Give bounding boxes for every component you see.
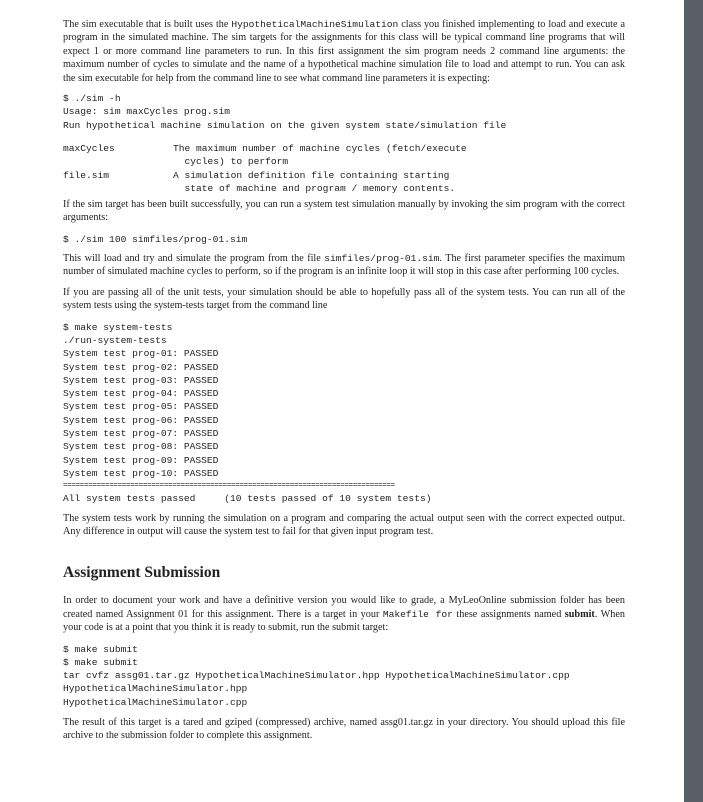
arg-name-maxcycles: maxCycles [63, 142, 115, 154]
section-heading: Assignment Submission [63, 564, 221, 582]
makefile-code: Makefile for [382, 608, 453, 620]
submission-paragraph: In order to document your work and have a definitive version you would like to grade, a MyLeoOnline submission folder has been created named Assignment 01 for this assignment. There is a target in your Makefile for these assignments named submit. When your code is at a point that you think it is ready to submit, run the submit target: [63, 595, 626, 634]
system-tests-output: $ make system-tests ./run-system-tests System test prog-01: PASSED System test prog-02: PASSED System test prog-03: PASSED System test prog-04: PASSED System test prog-05: PASSED System test prog-06: PASSED System test prog-07: PASSED System test prog-08: PASSED System test prog-09: PASSED System test prog-10: PASSED =============================================================================== All system tests passed (10 tests passed of 10 system tests) [63, 321, 625, 506]
submit-bold: submit [564, 608, 595, 620]
run-command: $ ./sim 100 simfiles/prog-01.sim [63, 233, 248, 245]
intro-paragraph: The sim executable that is built uses the HypotheticalMachineSimulation class you finished implementing to load and execute a program in the simulated machine. The sim targets for the assignments for this class will be typical command line programs that will expect 1 or more command line parameters to run. In this first assignment the sim program needs 2 command line arguments: the maximum number of cycles to simulate and the name of a hypothetical machine simulation file to load and attempt to run. You can ask the sim executable for help from the command line to see what command line parameters it is expecting: [63, 19, 625, 84]
system-tests-paragraph: If you are passing all of the unit tests, your simulation should be able to hopefully pass all of the system tests. You can run all of the system tests using the system-tests target from the command line [63, 286, 625, 312]
tests-summary: All system tests passed (10 tests passed of 10 system tests) [63, 493, 432, 505]
separator-rule: =============================================================================== [63, 482, 395, 491]
simfile-path-code: simfiles/prog-01.sim [324, 253, 440, 265]
arg-desc-file-sim-2: state of machine and program / memory contents. [173, 182, 456, 194]
submit-command-block: $ make submit $ make submit tar cvfz assg01.tar.gz HypotheticalMachineSimulator.hpp HypotheticalMachineSimulator.cpp HypotheticalMachineSimulator.hpp HypotheticalMachineSimulator.cpp [63, 643, 570, 708]
class-name-code: HypotheticalMachineSimulation [231, 19, 399, 30]
viewer-scrollbar-panel [684, 0, 703, 802]
help-command-block: $ ./sim -h Usage: sim maxCycles prog.sim Run hypothetical machine simulation on the given system state/simulation file [63, 93, 507, 131]
arg-desc-maxcycles-2: cycles) to perform [173, 156, 289, 168]
arg-desc-maxcycles-1: The maximum number of machine cycles (fetch/execute [173, 142, 467, 154]
load-explanation-paragraph: This will load and try and simulate the program from the file simfiles/prog-01.sim. The first parameter specifies the maximum number of simulated machine cycles to perform, so if the program is an infinite loop it will stop in this case after performing 100 cycles. [63, 253, 625, 278]
manual-run-paragraph: If the sim target has been built successfully, you can run a system test simulation manually by invoking the sim program with the correct arguments: [63, 198, 625, 224]
tests-explanation-paragraph: The system tests work by running the simulation on a program and comparing the actual output seen with the correct expected output. Any difference in output will cause the system test to fail for that given input program test. [63, 512, 625, 537]
document-page [63, 18, 625, 743]
arguments-table [63, 142, 625, 208]
result-paragraph: The result of this target is a tared and gziped (compressed) archive, named assg01.tar.gz in your directory. You should upload this file archive to the submission folder to complete this assignment. [63, 717, 625, 742]
arg-desc-file-sim-1: A simulation definition file containing starting [173, 169, 450, 181]
arg-name-file-sim: file.sim [63, 169, 110, 181]
